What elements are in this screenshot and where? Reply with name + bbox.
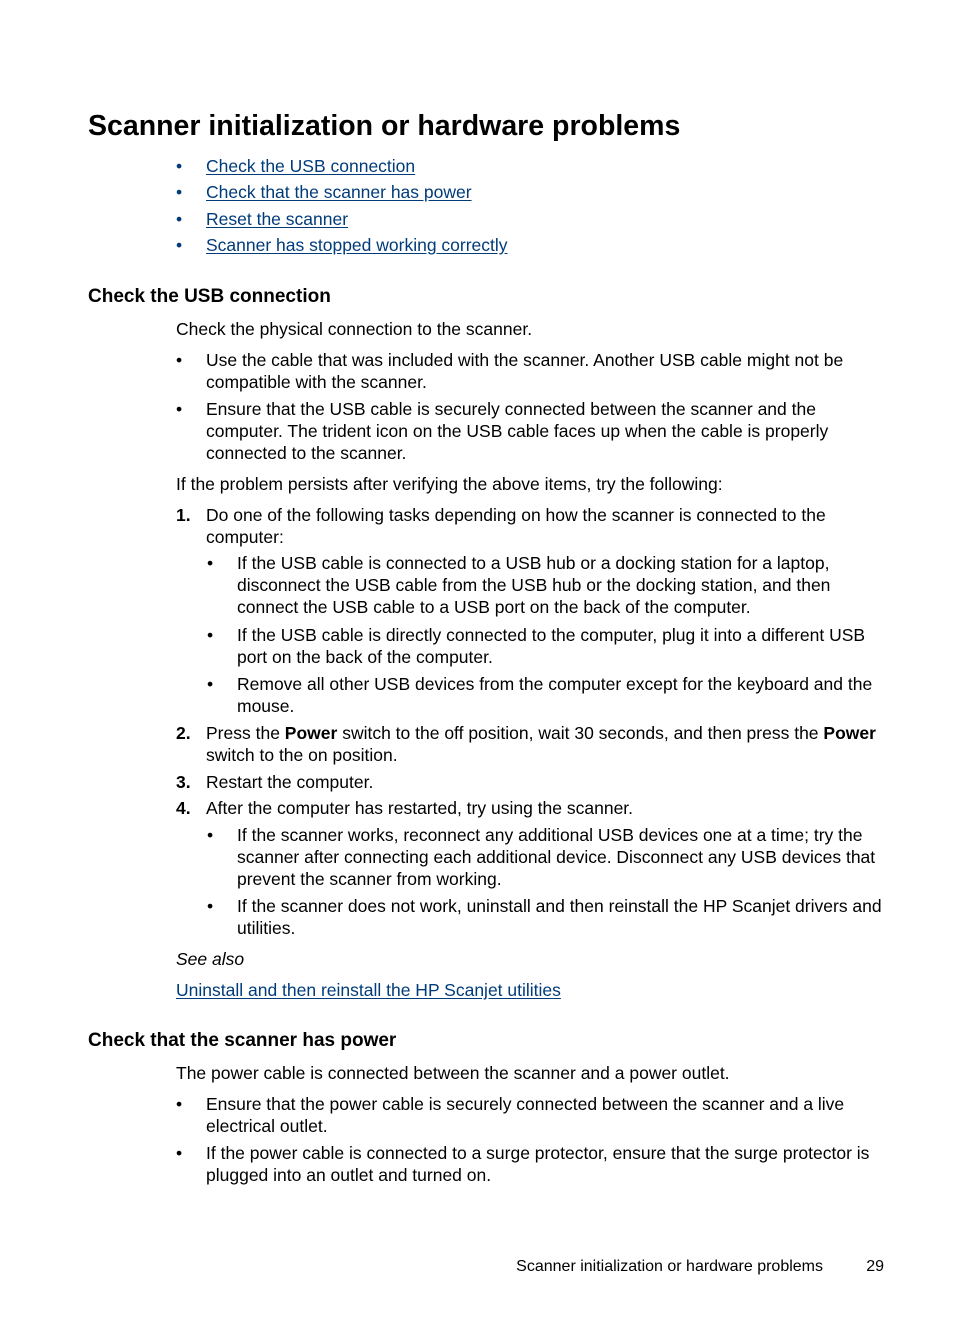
bullet-marker: • [176,182,183,202]
footer-section-title: Scanner initialization or hardware problems [516,1258,823,1275]
sub-list-item [207,624,888,668]
bullet-marker: • [207,674,214,694]
sub-list-item [207,673,888,717]
step-text: Do one of the following tasks depending on how the scanner is connected to the computer: [206,505,826,547]
sub-list-item-text: If the USB cable is connected to a USB hub or a docking station for a laptop, disconnect the USB cable from the USB hub or the docking station, and then connect the USB cable to a USB port on the back of the computer. [237,553,831,617]
power-label: Power [823,723,876,743]
toc-link-stopped-working[interactable]: Scanner has stopped working correctly [206,235,508,255]
page-number: 29 [866,1258,884,1275]
sub-list-item [207,895,888,939]
bullet-marker: • [176,156,183,176]
section-heading-usb: Check the USB connection [88,286,331,307]
step-item [176,797,888,819]
step-number: 2. [176,723,191,743]
step-number: 3. [176,772,191,792]
bullet-marker: • [207,825,214,845]
toc-item [176,155,888,177]
step-item [176,722,888,766]
toc-item [176,234,888,256]
text-run: switch to the off position, wait 30 seconds, and then press the [337,723,824,743]
step-text: After the computer has restarted, try using the scanner. [206,798,634,818]
sub-list-item-text: If the scanner works, reconnect any additional USB devices one at a time; try the scanner after connecting each additional device. Disconnect any USB devices that prevent the scanner from working. [237,825,876,889]
bullet-marker: • [176,235,183,255]
see-also-para [176,979,561,1001]
bullet-marker: • [176,1143,183,1163]
bullet-marker: • [207,896,214,916]
list-item-text: If the power cable is connected to a surge protector, ensure that the surge protector is plugged into an outlet and turned on. [206,1143,870,1185]
usb-persist-text: If the problem persists after verifying the above items, try the following: [176,474,723,494]
see-also-label: See also [176,949,245,969]
bullet-marker: • [176,1094,183,1114]
step-number: 1. [176,505,191,525]
toc-link-reset-scanner[interactable]: Reset the scanner [206,209,349,229]
sub-list-item-text: If the USB cable is directly connected to the computer, plug it into a different USB port on the back of the computer. [237,625,866,667]
list-item [176,349,888,393]
step-text: Restart the computer. [206,772,374,792]
list-item [176,398,888,464]
bullet-marker: • [176,399,183,419]
text-run: switch to the on position. [206,745,398,765]
sub-list-item-text: If the scanner does not work, uninstall and then reinstall the HP Scanjet drivers and utilities. [237,896,882,938]
step-number: 4. [176,798,191,818]
page-title: Scanner initialization or hardware problems [88,110,681,142]
text-run: Press the [206,723,285,743]
sub-list-item-text: Remove all other USB devices from the computer except for the keyboard and the mouse. [237,674,873,716]
sub-list-item [207,824,888,890]
bullet-marker: • [207,553,214,573]
toc-link-scanner-power[interactable]: Check that the scanner has power [206,182,472,202]
section-heading-power: Check that the scanner has power [88,1030,397,1051]
list-item [176,1093,888,1137]
toc-item [176,181,888,203]
power-label: Power [284,723,338,743]
bullet-marker: • [176,350,183,370]
see-also-link[interactable]: Uninstall and then reinstall the HP Scanjet utilities [176,980,561,1000]
usb-intro: Check the physical connection to the scanner. [176,319,533,339]
bullet-marker: • [176,209,183,229]
list-item-text: Ensure that the power cable is securely connected between the scanner and a live electrical outlet. [206,1094,845,1136]
step-text [206,722,888,766]
list-item [176,1142,888,1186]
step-item [176,504,888,548]
step-item [176,771,888,793]
power-intro: The power cable is connected between the scanner and a power outlet. [176,1063,730,1083]
list-item-text: Ensure that the USB cable is securely connected between the scanner and the computer. The trident icon on the USB cable faces up when the cable is properly connected to the scanner. [206,399,829,463]
list-item-text: Use the cable that was included with the scanner. Another USB cable might not be compatible with the scanner. [206,350,844,392]
toc-item [176,208,888,230]
sub-list-item [207,552,888,618]
toc-link-usb-connection[interactable]: Check the USB connection [206,156,416,176]
bullet-marker: • [207,625,214,645]
